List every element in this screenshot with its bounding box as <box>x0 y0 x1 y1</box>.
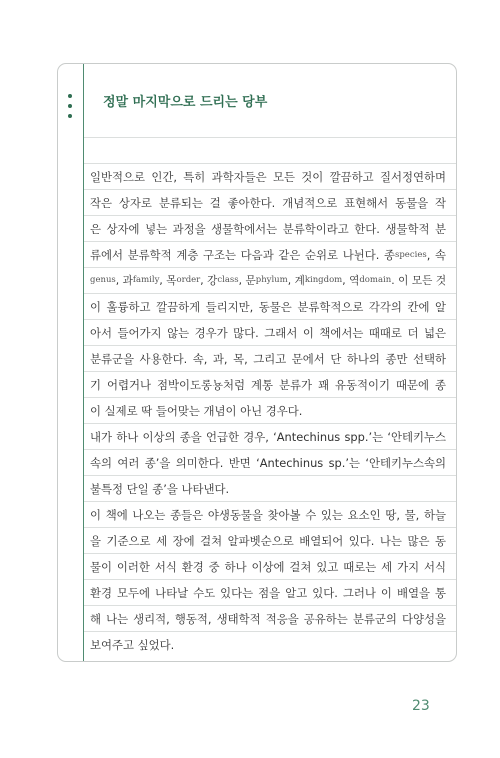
line-text: 이 훌륭하고 깔끔하게 들리지만, 동물은 분류학적으로 각각의 칸에 알 <box>90 300 446 314</box>
line-text: 물이 이러한 서식 환경 중 하나 이상에 걸쳐 있고 때로는 세 가지 서식 <box>90 560 446 574</box>
line-text: 해 나는 생리적, 행동적, 생태학적 적응을 공유하는 분류군의 다양성을 <box>90 612 446 626</box>
body-line <box>90 450 446 476</box>
dot <box>68 114 72 118</box>
body-line <box>90 528 446 554</box>
line-text: 아서 들어가지 않는 경우가 많다. 그래서 이 책에서는 때때로 더 넓은 <box>90 326 446 340</box>
rule-line <box>84 137 456 138</box>
dot <box>68 94 72 98</box>
line-text: 속의 여러 종’을 의미한다. 반면 ‘Antechinus sp.’는 ‘안테키누스속의 <box>90 456 446 470</box>
family-subscript: family <box>132 275 160 285</box>
line-text: 환경 모두에 나타날 수도 있다는 점을 알고 있다. 그러나 이 배열을 통 <box>90 586 446 600</box>
domain-subscript: domain <box>359 275 392 285</box>
body-line <box>90 606 446 632</box>
species-subscript: species <box>395 250 427 260</box>
line-text: 작은 상자로 분류되는 걸 좋아한다. 개념적으로 표현해서 동물을 작 <box>90 196 446 210</box>
body-line <box>90 190 446 216</box>
dot <box>68 104 72 108</box>
note-card <box>57 63 457 662</box>
line-text: 류에서 분류학적 계층 구조는 다음과 같은 순위로 나뉜다. 종 <box>90 248 395 262</box>
line-text: 내가 하나 이상의 종을 언급한 경우, ‘Antechinus spp.’는 ‘안테키누스 <box>90 430 446 444</box>
body-line <box>90 346 446 372</box>
order-subscript: order <box>176 275 201 285</box>
body-line <box>90 294 446 320</box>
body-line <box>90 216 446 242</box>
body-line <box>90 398 446 424</box>
class-label: , 강 <box>200 275 218 287</box>
body-line <box>90 424 446 450</box>
line-text: 은 상자에 넣는 과정을 생물학에서는 분류학이라고 한다. 생물학적 분 <box>90 222 446 236</box>
kingdom-subscript: kingdom <box>304 275 343 285</box>
kingdom-label: , 계 <box>287 275 305 287</box>
domain-label: , 역 <box>342 275 360 287</box>
body-line <box>90 372 446 398</box>
body-line <box>90 476 446 502</box>
line-text: 이 실제로 딱 들어맞는 개념이 아닌 경우다. <box>90 404 303 418</box>
taxonomy-line <box>90 268 446 294</box>
phylum-label: , 문 <box>238 275 256 287</box>
line-text: 을 기준으로 세 장에 걸쳐 알파벳순으로 배열되어 있다. 나는 많은 동 <box>90 534 446 548</box>
body-line <box>90 554 446 580</box>
line-text: 이 책에 나오는 종들은 야생동물을 찾아볼 수 있는 요소인 땅, 물, 하늘 <box>90 508 446 522</box>
line-text: 보여주고 싶었다. <box>90 638 175 652</box>
body-line <box>90 320 446 346</box>
line-text: 기 어렵거나 점박이도롱뇽처럼 계통 분류가 꽤 유동적이기 때문에 종 <box>90 378 446 392</box>
line-text: . 이 모든 것 <box>391 275 447 287</box>
genus-subscript: genus <box>90 275 116 285</box>
order-label: , 목 <box>159 275 177 287</box>
line-text: 불특정 단일 종’을 나타낸다. <box>90 482 230 496</box>
family-label: , 과 <box>115 275 133 287</box>
page-number: 23 <box>412 698 430 714</box>
body-line <box>90 164 446 190</box>
body-line <box>90 502 446 528</box>
margin-line <box>83 64 84 661</box>
phylum-subscript: phylum <box>255 275 288 285</box>
body-line <box>90 242 446 268</box>
line-text: , 속 <box>426 248 447 262</box>
page-title: 정말 마지막으로 드리는 당부 <box>103 95 268 110</box>
class-subscript: class <box>217 275 239 285</box>
binder-dots-icon <box>68 94 74 124</box>
line-text: 분류군을 사용한다. 속, 과, 목, 그리고 문에서 단 하나의 종만 선택하 <box>90 352 446 366</box>
line-text: 일반적으로 인간, 특히 과학자들은 모든 것이 깔끔하고 질서정연하며 <box>90 170 446 184</box>
body-line <box>90 632 446 658</box>
body-line <box>90 580 446 606</box>
